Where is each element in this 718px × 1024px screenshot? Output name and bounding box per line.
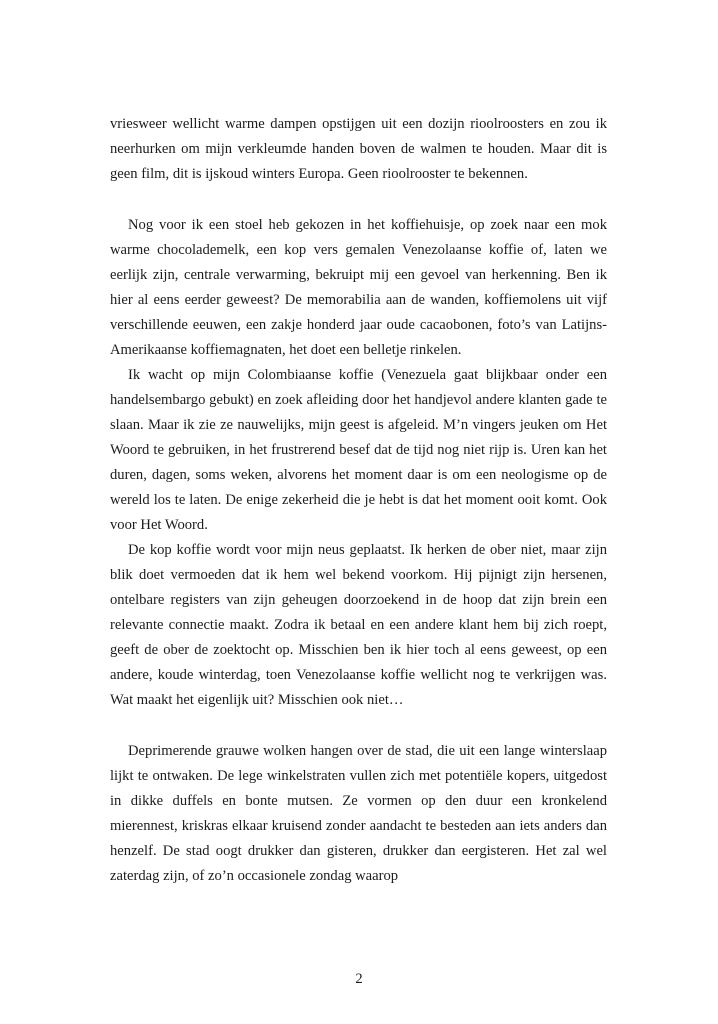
paragraph: Deprimerende grauwe wolken hangen over de stad, die uit een lange winterslaap lijkt te ontwaken. De lege winkelstraten vullen zich met potentiële kopers, uitgedost in dikke duffels en bonte mutsen. Ze vormen op den duur een kronkelend mierennest, kriskras elkaar kruisend zonder aandacht te besteden aan iets anders dan henzelf. De stad oogt drukker dan gisteren, drukker dan eergisteren. Het zal wel zaterdag zijn, of zo’n occasionele zondag waarop bbox=[110, 743, 607, 884]
paragraph: Nog voor ik een stoel heb gekozen in het koffiehuisje, op zoek naar een mok warme chocolademelk, een kop vers gemalen Venezolaanse koffie of, laten we eerlijk zijn, centrale verwarming, bekruipt mij een gevoel van herkenning. Ben ik hier al eens eerder geweest? De memorabilia aan de wanden, koffiemolens uit vijf verschillende eeuwen, een zakje honderd jaar oude cacaobonen, foto’s van Latijns-Amerikaanse koffiemagnaten, het doet een belletje rinkelen. bbox=[110, 217, 607, 358]
page-text-block bbox=[110, 112, 607, 889]
paragraph: vriesweer wellicht warme dampen opstijgen uit een dozijn rioolroosters en zou ik neerhurken om mijn verkleumde handen boven de walmen te houden. Maar dit is geen film, dit is ijskoud winters Europa. Geen rioolrooster te bekennen. bbox=[110, 116, 607, 182]
paragraph: De kop koffie wordt voor mijn neus geplaatst. Ik herken de ober niet, maar zijn blik doet vermoeden dat ik hem wel bekend voorkom. Hij pijnigt zijn hersenen, ontelbare registers van zijn geheugen doorzoekend in de hoop dat zijn brein een relevante connectie maakt. Zodra ik betaal en een andere klant hem bij zich roept, geeft de ober de zoektocht op. Misschien ben ik hier toch al eens geweest, op een andere, koude winterdag, toen Venezolaanse koffie wellicht nog te verkrijgen was. Wat maakt het eigenlijk uit? Misschien ook niet… bbox=[110, 542, 607, 708]
page-number: 2 bbox=[355, 971, 363, 987]
paragraph: Ik wacht op mijn Colombiaanse koffie (Venezuela gaat blijkbaar onder een handelsembargo gebukt) en zoek afleiding door het handjevol andere klanten gade te slaan. Maar ik zie ze nauwelijks, mijn geest is afgeleid. M’n vingers jeuken om Het Woord te gebruiken, in het frustrerend besef dat de tijd nog niet rijp is. Uren kan het duren, dagen, soms weken, alvorens het moment daar is om een neologisme op de wereld los te laten. De enige zekerheid die je hebt is dat het moment ooit komt. Ook voor Het Woord. bbox=[110, 367, 607, 533]
